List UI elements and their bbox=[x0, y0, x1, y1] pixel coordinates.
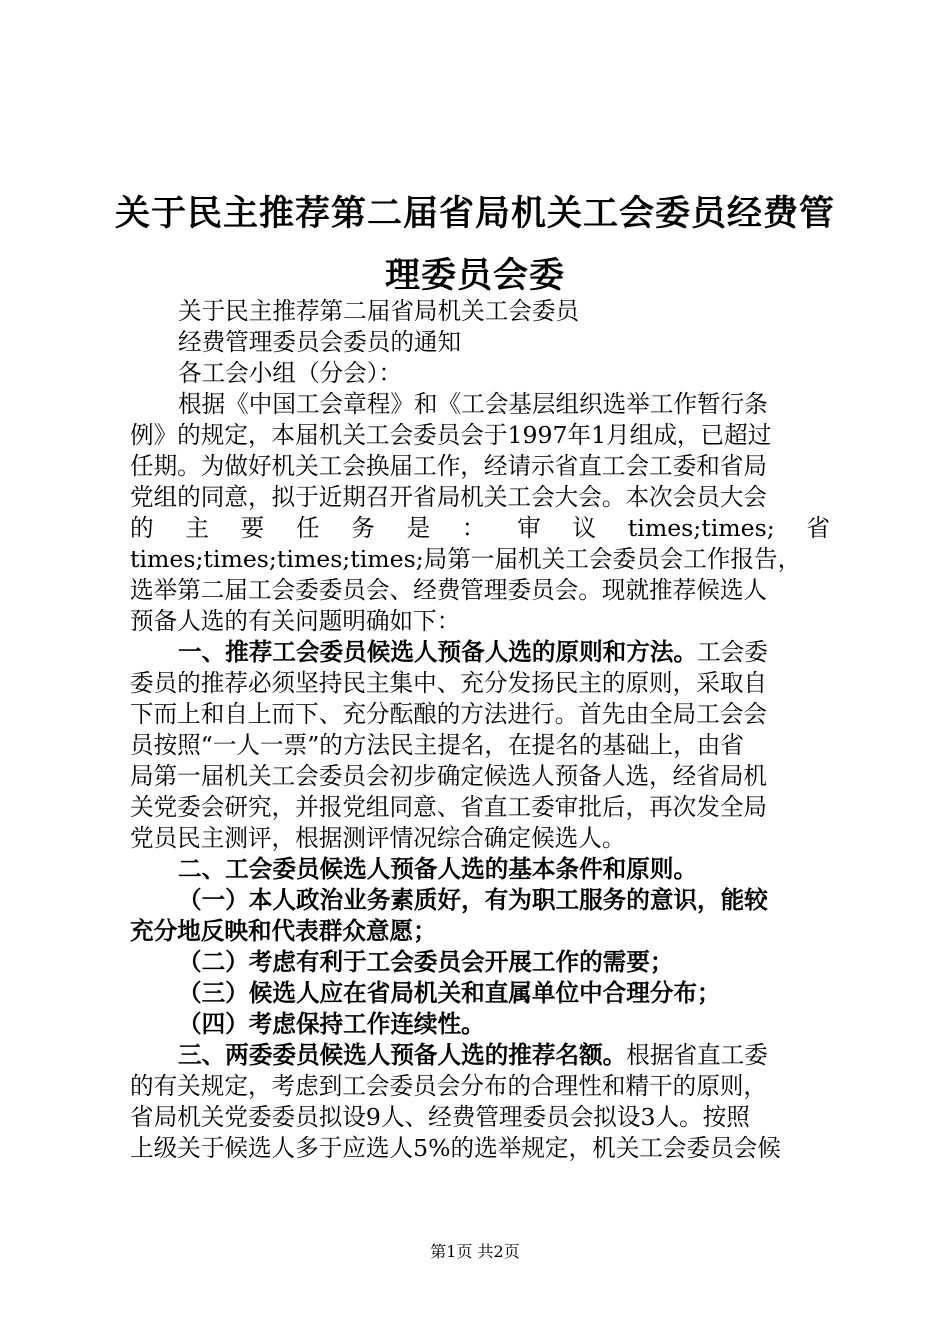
paragraph-line: 党组的同意，拟于近期召开省局机关工会大会。本次会员大会 bbox=[130, 483, 768, 511]
section-3-heading: 三、两委委员候选人预备人选的推荐名额。 bbox=[178, 1041, 627, 1069]
paragraph-line: 委员的推荐必须坚持民主集中、充分发扬民主的原则，采取自 bbox=[130, 669, 768, 697]
document-title-line-1: 关于民主推荐第二届省局机关工会委员经费管 bbox=[114, 194, 835, 234]
salutation: 各工会小组（分会）： bbox=[178, 359, 403, 387]
justified-word: times;times; bbox=[627, 514, 775, 542]
notice-heading-line-1: 关于民主推荐第二届省局机关工会委员 bbox=[178, 297, 580, 325]
section-3-text: 根据省直工委 bbox=[626, 1041, 768, 1069]
condition-item-1-cont: 充分地反映和代表群众意愿； bbox=[130, 917, 437, 945]
justified-word: 务 bbox=[351, 514, 375, 542]
section-1-heading: 一、推荐工会委员候选人预备人选的原则和方法。 bbox=[178, 638, 698, 666]
justified-word: 省 bbox=[806, 514, 830, 542]
justified-word: 任 bbox=[295, 514, 320, 542]
document-body bbox=[130, 296, 830, 1164]
paragraph-line: 员按照“一人一票”的方法民主提名，在提名的基础上，由省 bbox=[130, 731, 744, 759]
justified-word: 的 bbox=[130, 514, 154, 542]
paragraph-line: 局第一届机关工会委员会初步确定候选人预备人选，经省局机 bbox=[130, 762, 768, 790]
paragraph-line: 上级关于候选人多于应选人5%的选举规定，机关工会委员会候 bbox=[130, 1134, 781, 1162]
justified-word: ： bbox=[461, 514, 486, 542]
section-1-text: 工会委 bbox=[697, 638, 768, 666]
paragraph-line: 下而上和自上而下、充分酝酿的方法进行。首先由全局工会会 bbox=[130, 700, 768, 728]
condition-item-1: （一）本人政治业务素质好，有为职工服务的意识，能较 bbox=[178, 886, 768, 914]
justified-word: 是 bbox=[406, 514, 431, 542]
section-2-heading: 二、工会委员候选人预备人选的基本条件和原则。 bbox=[178, 855, 698, 883]
justified-word: 要 bbox=[240, 514, 265, 542]
paragraph-line: times;times;times;times;局第一届机关工会委员会工作报告， bbox=[130, 545, 802, 573]
paragraph-line: 预备人选的有关问题明确如下： bbox=[130, 607, 461, 635]
paragraph-line: 选举第二届工会委委员会、经费管理委员会。现就推荐候选人 bbox=[130, 576, 768, 604]
justified-word: 审 bbox=[517, 514, 541, 542]
paragraph-line: 关党委会研究，并报党组同意、省直工委审批后，再次发全局 bbox=[130, 793, 768, 821]
justified-word: 议 bbox=[572, 514, 597, 542]
justified-word: 主 bbox=[185, 514, 209, 542]
condition-item-2: （二）考虑有利于工会委员会开展工作的需要； bbox=[178, 948, 674, 976]
document-title-line-2: 理委员会委 bbox=[384, 256, 565, 296]
paragraph-line-justified bbox=[130, 513, 830, 544]
page-footer: 第1页 共2页 bbox=[430, 1242, 520, 1261]
section-3-first-line bbox=[130, 1040, 830, 1071]
paragraph-line: 党员民主测评，根据测评情况综合确定候选人。 bbox=[130, 824, 626, 852]
condition-item-4: （四）考虑保持工作连续性。 bbox=[178, 1010, 485, 1038]
paragraph-line: 例》的规定，本届机关工会委员会于1997年1月组成，已超过 bbox=[130, 421, 772, 449]
condition-item-3: （三）候选人应在省局机关和直属单位中合理分布； bbox=[178, 979, 721, 1007]
paragraph-line: 根据《中国工会章程》和《工会基层组织选举工作暂行条 bbox=[178, 390, 768, 418]
section-1-first-line bbox=[130, 637, 830, 668]
paragraph-line: 的有关规定，考虑到工会委员会分布的合理性和精干的原则， bbox=[130, 1072, 768, 1100]
paragraph-line: 省局机关党委委员拟设9人、经费管理委员会拟设3人。按照 bbox=[130, 1103, 750, 1131]
notice-heading-line-2: 经费管理委员会委员的通知 bbox=[178, 328, 462, 356]
paragraph-line: 任期。为做好机关工会换届工作，经请示省直工会工委和省局 bbox=[130, 452, 768, 480]
